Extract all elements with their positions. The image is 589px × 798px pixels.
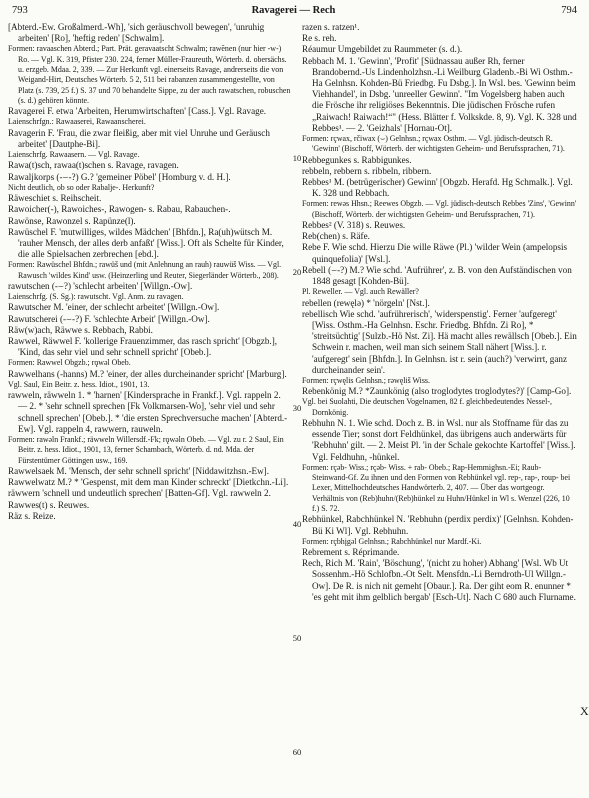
dictionary-entry: Réaumur Umgebildet zu Raummeter (s. d.). bbox=[302, 44, 463, 55]
dictionary-entry: Rebhuhn N. 1. Wie schd. Doch z. B. in Wsl. nur als Stoffname für das zu essende Tier; sonst dort Feldhünkel, das übrigens auch anderwärts für 'Rebhuhn' gilt. — 2. Meist Pl. 'in der Schale gekochte Kartoffel' [Wiss.]. Vgl. Feldhuhn, -hünkel. bbox=[302, 418, 576, 462]
line-number: 20 bbox=[292, 267, 302, 277]
dictionary-entry: Rebe F. Wie schd. Hierzu Die wille Räwe (Pl.) 'wilder Wein (ampelopsis quinquefolia)' [Wsl.]. bbox=[302, 242, 568, 264]
dictionary-entry: Rawoicher(-), Rawoiches-, Rawogen- s. Rabau, Rabauchen-. bbox=[8, 204, 231, 215]
left-column bbox=[8, 22, 292, 794]
dictionary-entry: Rebbach M. 1. 'Gewinn', 'Profit' [Südnassau außer Rh, ferner Brandobernd.-Us Lindenholzhsn.-Li Weilburg Gladenb.-Bi Wi Osthm.-Ha Gelnhsn. Kohden-Bü Friedbg. Fu Dsbg.]. In Wsl. bes. 'Gewinn beim Viehhandel', in Dsbg. 'unreeller Gewinn'. "Im Vogelsberg haben auch die Frösche ihr religiöses Bekenntnis. Die jüdischen Frösche rufen „Raiwach! Raiwach!“" (Hess. Blätter f. Volkskde. 8, 9). Vgl. K. 328 und Rebbes¹. — 2. 'Geizhals' [Hornau-Ot]. bbox=[302, 55, 577, 133]
dictionary-entry: Reb(chen) s. Räfe. bbox=[302, 231, 370, 242]
dictionary-entry: räwwern 'schnell und undeutlich sprechen' [Batten-Gf]. Vgl. rawweln 2. bbox=[8, 488, 271, 499]
dictionary-entry: Rawutscher M. 'einer, der schlecht arbeitet' [Willgn.-Ow]. bbox=[8, 302, 220, 313]
dictionary-entry: Räw(w)ach, Räwwe s. Rebbach, Rabbi. bbox=[8, 324, 153, 335]
dictionary-entry: Rawüschel F. 'mutwilliges, wildes Mädchen' [Bhfdn.], Ra(uh)wütsch M. 'rauher Mensch, der alles derb anfaßt' [Wiss.]. Oft als Schelte für Kinder, die alle Spielsachen zerbrechen [ebd.]. bbox=[8, 226, 284, 260]
entry-note: Formen: rçǝb- Wiss.; rçǝb- Wiss. + rab- Obeb.; Rap-Hemmighsn.-Ei; Raub- Steinwand-Gf. Zu ihnen und den Formen von Rebhünkel vgl. rep-, rap-, roup- bei Lexer, Mittelhochdeutsches Handwörterb. 2, 407. — Über das wortgeogr. Verhältnis von (Reb)huhn/(Reb)hünkel zu Huhn/Hünkel in Wl s. Wenzel (226, 10 f.) S. 72. bbox=[302, 462, 571, 514]
dictionary-entry: Rebbegunkes s. Rabbigunkes. bbox=[302, 154, 412, 165]
dictionary-entry: Rebell (⌣-?) M.? Wie schd. 'Aufrührer', z. B. von den Aufständischen von 1848 gesagt [Kohden-Bü]. bbox=[302, 264, 572, 287]
dictionary-entry: Rawwes(t) s. Reuwes. bbox=[8, 499, 90, 510]
dictionary-entry: Rawaljkorps (-⌣-?) G.? 'gemeiner Pöbel' [Homburg v. d. H.]. bbox=[8, 171, 231, 182]
dictionary-entry: Ravagerin F. 'Frau, die zwar fleißig, aber mit viel Unruhe und Geräusch arbeitet' [Dautphe-Bi]. bbox=[8, 127, 270, 149]
dictionary-entry: Rawwelwatz M.? * 'Gespenst, mit dem man Kinder schreckt' [Dietkchn.-Li]. bbox=[8, 477, 289, 488]
dictionary-entry: rebellisch Wie schd. 'aufrührerisch', 'widerspenstig'. Ferner 'aufgeregt' [Wiss. Osthm.-Ha Gelnhsn. Eschr. Friedbg. Bhfdn. Zi Ro], * 'streitsüchtig' [Sulzb.-Hö Nst. Zi]. Hä macht alles rewällsch [Obeb.]. Ein Schwein r. machen, weil man sich seinem Stall nähert [Wiss.]. r. 'aufgeregt' sein [Bhfdn.]. In Gelnhsn. ist r. sein (auch?) 'verwirrt, ganz durcheinander sein'. bbox=[302, 308, 577, 375]
dictionary-entry: rebellen (rewęlǝ) * 'nörgeln' [Nst.]. bbox=[302, 297, 430, 308]
entry-note: Vgl. Saul, Ein Beitr. z. hess. Idiot., 1901, 13. bbox=[8, 379, 150, 389]
dictionary-entry: Rawutscherei (-⌣-?) F. 'schlechte Arbeit' [Willgn.-Ow]. bbox=[8, 313, 210, 324]
entry-note: Formen: rçwęlis Gelnhsn.; rǝwęliš Wiss. bbox=[302, 375, 430, 385]
dictionary-entry: Rebbes² (V. 318) s. Reuwes. bbox=[302, 220, 406, 231]
dictionary-entry: Räweschiet s. Reihscheit. bbox=[8, 193, 102, 204]
dictionary-entry: Rawwel, Räwwel F. 'kollerige Frauenzimmer, das rasch spricht' [Obgzb.], 'Kind, das sehr viel und sehr schnell spricht' [Obeb.]. bbox=[8, 336, 278, 358]
entry-note: Formen: Rawwel Obgzb.; rǫwǝl Obeb. bbox=[8, 358, 131, 368]
dictionary-entry: Ravagerei F. etwa 'Arbeiten, Herumwirtschaften' [Cass.]. Vgl. Ravage. bbox=[8, 106, 267, 117]
entry-note: Formen: rçbhįgǝl Gelnhsn.; Rabchhünkel nur Mardf.-Ki. bbox=[302, 536, 482, 546]
line-number: 30 bbox=[292, 403, 302, 413]
line-number: 50 bbox=[292, 633, 302, 643]
entry-note: Laienschrfgn.: Rawaaserei, Rawaanscherei. bbox=[8, 117, 146, 127]
entry-note: Pl. Reweller. — Vgl. auch Rewäller? bbox=[302, 287, 419, 297]
page-header bbox=[0, 5, 587, 21]
dictionary-entry: Rebrement s. Réprimande. bbox=[302, 547, 400, 558]
entry-note: Laienschrfg. Rawaasern. — Vgl. Ravage. bbox=[8, 150, 140, 160]
dictionary-entry: Rawwelsaek M. 'Mensch, der sehr schnell spricht' [Niddawitzhsn.-Ew]. bbox=[8, 465, 270, 476]
entry-note: Formen: rçwax, rčiwax (⌣) Gelnhsn.; rçwax Osthm. — Vgl. jüdisch-deutsch R. 'Gewinn' (Bischoff, Wörterb. der wichtigsten Geheim- und Berufssprachen, 71). bbox=[302, 134, 565, 154]
page-number-left: 793 bbox=[12, 5, 28, 16]
dictionary-entry: Rawönse, Rawonzel s. Rapünze(l). bbox=[8, 215, 136, 226]
entry-note: Formen: rewǝs Hhsn.; Reewes Obgzb. — Vgl. jüdisch-deutsch Rebbes 'Zins', 'Gewinn' (Bischoff, Wörterb. der wichtigsten Geheim- und Berufssprachen, 71). bbox=[302, 199, 577, 219]
dictionary-entry: razen s. ratzen¹. bbox=[302, 22, 360, 32]
entry-note: Formen: rawǝln Frankf.; räwweln Willersdf.-Fk; rǫwǝln Obeb. — Vgl. zu r. 2 Saul, Ein Beitr. z. hess. Idiot., 1901, 13, ferner Schambach, Wörterb. d. nd. Mda. der Fürstentümer Göttingen usw., 169. bbox=[8, 435, 284, 465]
dictionary-entry: rawutschen (-⌣?) 'schlecht arbeiten' [Willgn.-Ow]. bbox=[8, 280, 193, 291]
dictionary-entry: Rawwelhans (-hanns) M.? 'einer, der alles durcheinander spricht' [Marburg]. bbox=[8, 368, 287, 379]
dictionary-entry: rebbeln, rebbern s. ribbeln, ribbern. bbox=[302, 165, 432, 176]
dictionary-entry: Rech, Rich M. 'Rain', 'Böschung', '(nicht zu hoher) Abhang' [Wsl. Wb Ut Sossenhm.-Hö Schlofbn.-Ot Selt. Mensfdn.-Li Berndroth-Ul Willgn.-Ow]. De R. is nich nit gemeht [Obaur.]. Ra. Der giht eom R. enunner * 'es geht mit ihm gelblich bergab' [Esch-Ut]. Nach C 680 auch Flurname. bbox=[302, 558, 576, 602]
page-title: Ravagerei — Rech bbox=[251, 5, 336, 16]
line-number: 60 bbox=[292, 747, 302, 757]
right-column bbox=[302, 22, 578, 794]
entry-note: Vgl. bei Suolahti, Die deutschen Vogelnamen, 82 f. gleichbedeutendes Nessel-, Dornkönig. bbox=[302, 397, 552, 417]
dictionary-entry: Rebenkönig M.? *Zaunkönig (also troglodytes troglodytes?)' [Camp-Go]. bbox=[302, 386, 572, 397]
margin-mark: X bbox=[580, 704, 589, 718]
entry-note: Laienschrfg. (S. Sg.): rawutscht. Vgl. Anm. zu ravagen. bbox=[8, 292, 184, 302]
line-number: 40 bbox=[292, 519, 302, 529]
line-number: 10 bbox=[292, 153, 302, 163]
dictionary-entry: Rebhünkel, Rabchhünkel N. 'Rebhuhn (perdix perdix)' [Gelnhsn. Kohden-Bü Ki Wl]. Vgl. Rebhuhn. bbox=[302, 514, 574, 536]
dictionary-entry: rawweln, räwweln 1. * 'harnen' [Kindersprache in Frankf.]. Vgl. rappeln 2. — 2. * 'sehr schnell sprechen [Fk Volkmarsen-Wo], 'sehr viel und sehr schnell sprechen' [Obeb.]. * 'die ersten Sprechversuche machen' [Abterd.-Ew]. Vgl. rappeln 4, rawwern, rauweln. bbox=[8, 390, 288, 434]
dictionary-entry: [Abterd.-Ew. Großalmerd.-Wh], 'sich geräuschvoll bewegen', 'unruhig arbeiten' [Ro], 'heftig reden' [Schwalm]. bbox=[8, 22, 265, 44]
dictionary-entry: Rebbes¹ M. (betrügerischer) Gewinn' [Obgzb. Herafd. Hg Schmalk.]. Vgl. K. 328 und Rebbach. bbox=[302, 177, 573, 199]
page-number-right: 794 bbox=[561, 5, 577, 16]
entry-note: Formen: Rawüschel Bhfdn.; rawüš und (mit Anlehnung an rauh) rauwüš Wiss. — Vgl. Rawusch 'wildes Kind' usw. (Heinzerling und Reuter, Siegerländer Wörterb., 208). bbox=[8, 260, 282, 280]
entry-note: Formen: ravaaschen Abterd.; Part. Prät. geravaatscht Schwalm; rawẽnen (nur hier -w-) Ro. — Vgl. K. 319, Pfister 230. 224, ferner Müller-Fraureuth, Wörterb. d. obersächs. u. erzgeb. Mdaa. 2, 339. — Zur Herkunft vgl. einerseits Ravage, andrerseits die von Weigand-Hirt, Deutsches Wörterb. 5 2, 511 bei rabanzen zusammengestellte, von Platz (s. 739, 25 f.) S. 37 und 70 behandelte Sippe, zu der auch rawatschen, robuschen (s. d.) gehören könnte. bbox=[8, 44, 291, 105]
dictionary-entry: Re s. reh. bbox=[302, 33, 337, 44]
dictionary-entry: Räz s. Reize. bbox=[8, 510, 56, 521]
dictionary-entry: Rawa(t)sch, rawaa(t)schen s. Ravage, ravagen. bbox=[8, 160, 179, 171]
entry-note: Nicht deutlich, ob so oder Rabalje-. Herkunft? bbox=[8, 182, 155, 192]
